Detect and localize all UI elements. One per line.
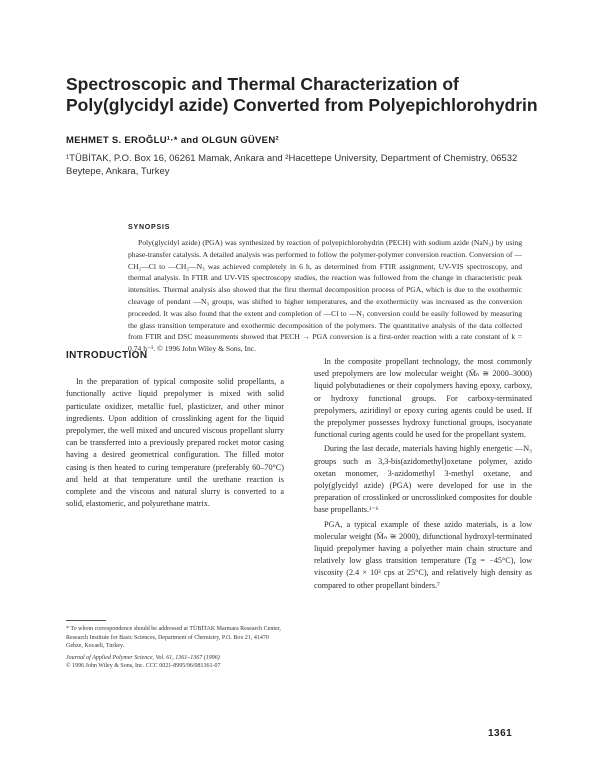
footnotes [66, 620, 284, 671]
author-list: MEHMET S. EROĞLU¹·* and OLGUN GÜVEN² [66, 135, 279, 146]
correspondence-note: * To whom correspondence should be addressed at TÜBİTAK Marmara Research Center, Research Institute for Basic Sciences, Department of Chemistry, P.O. Box 21, 41470 Gebze, Kocaeli, Turkey. [66, 626, 281, 650]
affiliation: ¹TÜBİTAK, P.O. Box 16, 06261 Mamak, Ankara and ²Hacettepe University, Department of Chemistry, 06532 Beytepe, Ankara, Turkey [66, 153, 518, 177]
journal-citation: Journal of Applied Polymer Science, Vol. 61, 1361–1367 (1996) [66, 654, 220, 661]
right-column [314, 356, 532, 594]
intro-paragraph-2: In the composite propellant technology, the most commonly used prepolymers are low molecular weight (M̄ₙ ≅ 2000–3000) liquid polybutadienes or their copolymers having epoxy, carboxy, or hydroxy functional groups. For carboxy-terminated prepolymers, aziridinyl or epoxy curing agents could be used. If the prepolymer possesses hydroxy functional groups, isocyanate functional curing agents could be used for the propellant system. [314, 357, 532, 440]
synopsis-text [128, 237, 522, 355]
page-number: 1361 [488, 728, 513, 739]
intro-paragraph-4: PGA, a typical example of these azido materials, is a low molecular weight (M̄ₙ ≅ 2000), difunctional hydroxyl-terminated liquid prepolymer having a polyether main chain structure and relatively low glass transition temperature (Tg = −45°C), low viscosity (2.4 × 10³ cps at 25°C), and relatively high density as compared to other propellant binders.⁷ [314, 519, 532, 590]
copyright-line: © 1996 John Wiley & Sons, Inc. CCC 0021-8995/96/081361-07 [66, 663, 221, 670]
intro-paragraph-3: During the last decade, materials having highly energetic —N₃ groups such as 3,3-bis(azidomethyl)oxetane polymer, azido oxetan monomer, 3-azidomethyl 3-methyl oxetane, and poly(glycidyl azide) (PGA) were developed for use in the preparation of crosslinked or uncrosslinked composites for double base propellants.¹⁻⁶ [314, 444, 532, 515]
left-column [66, 350, 284, 512]
paper-title: Spectroscopic and Thermal Characterization of Poly(glycidyl azide) Converted from Polyepichlorohydrin [66, 74, 538, 115]
synopsis-heading: SYNOPSIS [128, 224, 171, 231]
introduction-heading: INTRODUCTION [66, 350, 148, 361]
intro-paragraph-1: In the preparation of typical composite solid propellants, a functionally active liquid prepolymer is mixed with solid particulate oxidizer, metallic fuel, plasticizer, and other minor ingredients. Upon addition of crosslinking agent for the liquid prepolymer, the well mixed and uncured viscous propellant slurry can be transferred into a previously prepared rocket motor casing having a desired geometrical configuration. The filled motor casing is then heated to curing temperature (preferably 60–70°C) and held at that temperature until the urethane reaction is complete and the viscous and natural slurry is converted to a solid, elastomeric, and polyurethane matrix. [66, 377, 284, 509]
synopsis-paragraph: Poly(glycidyl azide) (PGA) was synthesized by reaction of polyepichlorohydrin (PECH) with sodium azide (NaN₃) by using phase-transfer catalysis. A detailed analysis was performed to follow the polymer-polymer conversion reaction. Conversion of —CH₂—Cl to —CH₂—N₃ was achieved completely in 6 h, as determined from FTIR assignment, UV-VIS spectroscopy, and thermal analysis. In FTIR and UV-VIS spectroscopy studies, the reaction was followed from the change in characteristic peak intensities. Thermal analysis also showed that the first thermal decomposition process of PGA, which is due to the exothermic cleavage of pendant —N₃ groups, was shifted to higher temperatures, and the exothermicity was increased as the conversion proceeded. It was also found that the extent and completion of —Cl to —N₃ conversion could be easily followed by measuring the glass transition temperature and exothermic decomposition of the polymers. The quantitative analysis of the data collected from FTIR and DSC measurements showed that PECH → PGA conversion is a first-order reaction with a rate constant of k = 0.74 h⁻¹. © 1996 John Wiley & Sons, Inc. [128, 238, 522, 354]
footnote-rule [66, 620, 106, 621]
